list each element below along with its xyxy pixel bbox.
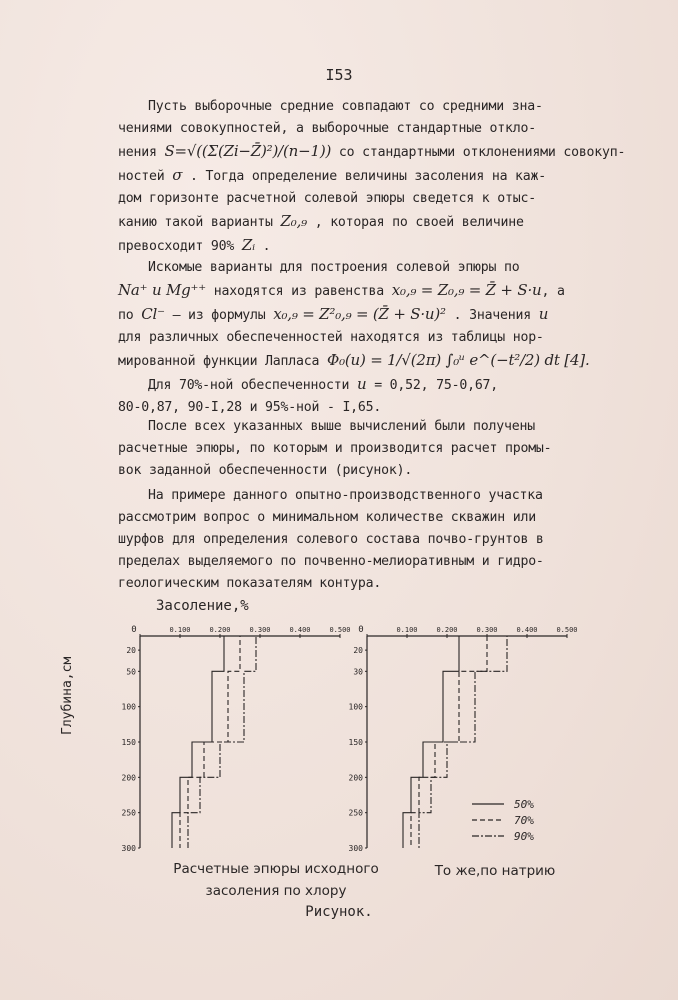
u-symbol: u [538,305,549,323]
text-line: 80-0,87, 90-I,28 и 95%-ной - I,65. [118,400,382,415]
x-tick-label: 0.100 [169,626,191,634]
figure-y-label: Глубина,см [60,656,75,735]
paragraph-3 [118,416,588,482]
y-tick-label: 150 [348,738,363,747]
variant-formula: x₀,₉ = Z₀,₉ = Z̄ + S·u [391,281,542,299]
text-line: вок заданной обеспеченности (рисунок). [118,463,413,478]
paragraph-2 [118,257,588,419]
text-line: геологическим показателям контура. [118,576,382,591]
laplace-formula: Φ₀(u) = 1/√(2π) ∫₀ᵘ e^(−t²/2) dt [4]. [326,351,590,369]
x-tick-label: 0.400 [289,626,311,634]
text-line: Пусть выборочные средние совпадают со средними зна- [148,99,543,114]
paragraph-1 [118,96,626,258]
y-tick-label: 300 [121,844,136,853]
y-tick-label: 150 [121,738,136,747]
text-line: Для 70%-ной обеспеченности u = 0,52, 75-0,67, [148,375,499,393]
x-tick-label: 0.100 [396,626,418,634]
paragraph-4 [118,485,588,595]
y-tick-label: 30 [353,667,363,677]
x-tick-label: 0.500 [556,626,578,634]
text-line: расчетные эпюры, по которым и производится расчет промы- [118,441,552,456]
text-line: ностей σ . Тогда определение величины засоления на каж- [118,166,547,184]
y-tick-label: 100 [348,702,363,712]
y-tick-label: 200 [121,773,136,783]
text-line: Искомые варианты для построения солевой эпюры по [148,260,520,275]
text-line: Na⁺ и Mg⁺⁺ находятся из равенства x₀,₉ = Z₀,₉ = Z̄ + S·u, а [118,281,565,299]
x-tick-label: 0.500 [329,626,351,634]
chart-legend [470,794,550,844]
y-tick-label: 200 [348,773,363,783]
text-line: канию такой варианты Z₀,₉ , которая по своей величине [118,212,524,230]
figure-label: Рисунок. [305,904,373,920]
y-tick-label: 250 [121,808,136,818]
legend-label-90: 90% [514,830,534,843]
caption-left-line-2: засоления по хлору [205,883,347,899]
text-line: превосходит 90% Zᵢ . [118,236,271,254]
text-line: пределах выделяемого по почвенно-мелиоративным и гидро- [118,554,544,569]
y-tick-label: 20 [126,646,136,656]
text-line: шурфов для определения солевого состава почво-грунтов в [118,532,544,547]
y-tick-label: 20 [353,646,363,656]
chart-chlorine [118,622,351,854]
text-line: для различных обеспеченностей находятся из таблицы нор- [118,330,544,345]
caption-left [156,858,396,902]
y-tick-label: 50 [126,667,136,677]
y-tick-label: 250 [348,808,363,818]
text-line: дом горизонте расчетной солевой эпюры сведется к отыс- [118,191,536,206]
u-symbol: u [356,375,367,393]
variant-symbol: Z₀,₉ [280,212,307,230]
std-dev-formula: S=√((Σ(Zi−Z̄)²)/(n−1)) [164,142,332,160]
caption-right: То же,по натрию [434,863,556,879]
text-line: по Cl⁻ – из формулы x₀,₉ = Z²₀,₉ = (Z̄ + S·u)² . Значения u [118,305,549,323]
text-line: чениями совокупностей, а выборочные стандартные откло- [118,121,536,136]
text-line: нения S=√((Σ(Zi−Z̄)²)/(n−1)) со стандартными отклонениями совокуп- [118,142,626,160]
sigma-symbol: σ [172,166,183,184]
x-tick-label: 0.400 [516,626,538,634]
x-tick-label: 0 [358,625,364,635]
figure-x-title: Засоление,% [156,598,249,614]
x-tick-label: 0.300 [249,626,271,634]
y-tick-label: 100 [121,702,136,712]
text-line: После всех указанных выше вычислений были получены [148,419,535,434]
x-tick-label: 0.300 [476,626,498,634]
chlorine-formula: x₀,₉ = Z²₀,₉ = (Z̄ + S·u)² [273,305,446,323]
text-line: рассмотрим вопрос о минимальном количестве скважин или [118,510,536,525]
legend-label-50: 50% [514,798,534,811]
x-tick-label: 0 [131,625,137,635]
ion-cl: Cl⁻ [141,305,165,323]
text-line: На примере данного опытно-производственного участка [148,488,543,503]
text-line: мированной функции Лапласа Φ₀(u) = 1/√(2π) ∫₀ᵘ e^(−t²/2) dt [4]. [118,351,590,369]
y-tick-label: 300 [348,844,363,853]
zi-symbol: Zᵢ [241,236,255,254]
x-tick-label: 0.200 [436,626,458,634]
legend-label-70: 70% [514,814,534,827]
page-number: I53 [325,66,353,84]
x-tick-label: 0.200 [209,626,231,634]
caption-left-line-1: Расчетные эпюры исходного [173,861,379,877]
ions-na-mg: Na⁺ и Mg⁺⁺ [118,281,206,299]
